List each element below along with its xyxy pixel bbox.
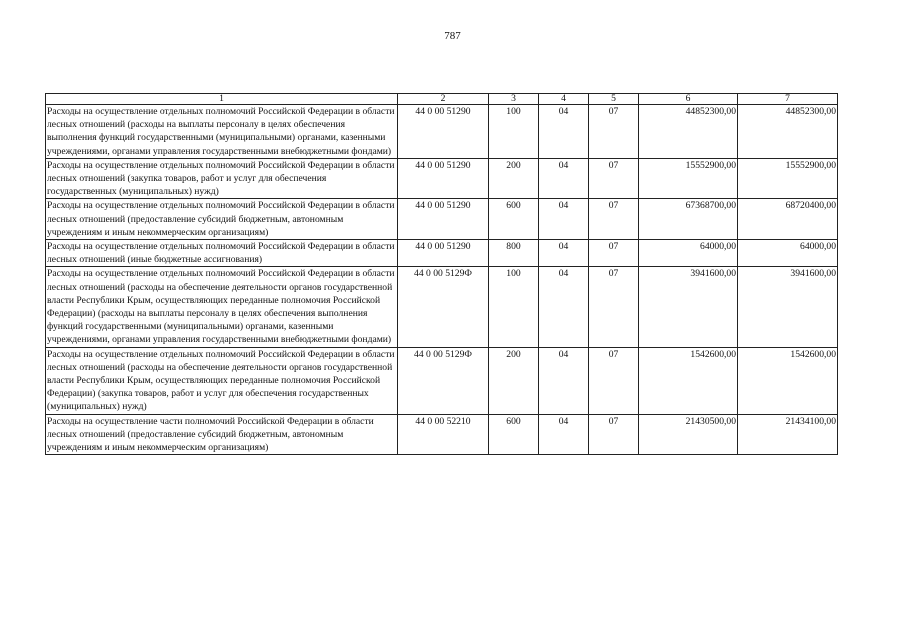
header-col-5: 5 [589,94,639,105]
row-section: 04 [539,347,589,414]
table-row [46,240,838,267]
row-description: Расходы на осуществление отдельных полномочий Российской Федерации в области лесных отношений (расходы на выплаты персоналу в целях обеспечения выполнения функций государственными (муниципальными) органами, казенными учреждениями, органами управления государственными внебюджетными фондами) [46,105,398,159]
row-amount-2: 68720400,00 [738,199,838,240]
row-subsection: 07 [589,267,639,347]
row-subsection: 07 [589,105,639,159]
row-description: Расходы на осуществление отдельных полномочий Российской Федерации в области лесных отношений (предоставление субсидий бюджетным, автономным учреждениям и иным некоммерческим организациям) [46,199,398,240]
row-code: 44 0 00 51290 [398,240,489,267]
table-row [46,105,838,159]
header-col-4: 4 [539,94,589,105]
row-description: Расходы на осуществление части полномочий Российской Федерации в области лесных отношений (предоставление субсидий бюджетным, автономным учреждениям и иным некоммерческим организациям) [46,414,398,455]
header-row [46,94,838,105]
row-amount-1: 1542600,00 [639,347,738,414]
row-code: 44 0 00 51290 [398,105,489,159]
row-amount-1: 3941600,00 [639,267,738,347]
row-amount-1: 64000,00 [639,240,738,267]
row-code: 44 0 00 52210 [398,414,489,455]
table-row [46,414,838,455]
row-subsection: 07 [589,414,639,455]
row-type: 600 [489,199,539,240]
row-description: Расходы на осуществление отдельных полномочий Российской Федерации в области лесных отношений (закупка товаров, работ и услуг для обеспечения государственных (муниципальных) нужд) [46,158,398,199]
row-amount-1: 21430500,00 [639,414,738,455]
row-section: 04 [539,105,589,159]
row-type: 200 [489,347,539,414]
row-amount-1: 44852300,00 [639,105,738,159]
row-amount-2: 44852300,00 [738,105,838,159]
header-col-6: 6 [639,94,738,105]
row-amount-2: 21434100,00 [738,414,838,455]
page-number: 787 [444,30,461,42]
row-description: Расходы на осуществление отдельных полномочий Российской Федерации в области лесных отношений (расходы на обеспечение деятельности органов государственной власти Республики Крым, осуществляющих переданные полномочия Российской Федерации) (расходы на выплаты персоналу в целях обеспечения выполнения функций государственными (муниципальными) органами, казенными учреждениями, органами управления государственными внебюджетными фондами) [46,267,398,347]
row-section: 04 [539,240,589,267]
table-row [46,347,838,414]
row-description: Расходы на осуществление отдельных полномочий Российской Федерации в области лесных отношений (иные бюджетные ассигнования) [46,240,398,267]
row-section: 04 [539,199,589,240]
row-section: 04 [539,267,589,347]
row-code: 44 0 00 51290 [398,158,489,199]
row-code: 44 0 00 5129Ф [398,267,489,347]
row-section: 04 [539,414,589,455]
row-subsection: 07 [589,240,639,267]
row-code: 44 0 00 5129Ф [398,347,489,414]
row-description: Расходы на осуществление отдельных полномочий Российской Федерации в области лесных отношений (расходы на обеспечение деятельности органов государственной власти Республики Крым, осуществляющих переданные полномочия Российской Федерации) (закупка товаров, работ и услуг для обеспечения государственных (муниципальных) нужд) [46,347,398,414]
header-col-7: 7 [738,94,838,105]
row-type: 200 [489,158,539,199]
row-section: 04 [539,158,589,199]
row-amount-1: 67368700,00 [639,199,738,240]
header-col-2: 2 [398,94,489,105]
table-row [46,158,838,199]
row-subsection: 07 [589,347,639,414]
row-type: 800 [489,240,539,267]
table-row [46,199,838,240]
row-subsection: 07 [589,158,639,199]
row-amount-1: 15552900,00 [639,158,738,199]
row-type: 100 [489,105,539,159]
table-row [46,267,838,347]
row-amount-2: 64000,00 [738,240,838,267]
budget-table [45,93,838,455]
header-col-3: 3 [489,94,539,105]
row-code: 44 0 00 51290 [398,199,489,240]
row-subsection: 07 [589,199,639,240]
header-col-1: 1 [46,94,398,105]
row-amount-2: 15552900,00 [738,158,838,199]
row-amount-2: 3941600,00 [738,267,838,347]
row-amount-2: 1542600,00 [738,347,838,414]
row-type: 100 [489,267,539,347]
row-type: 600 [489,414,539,455]
